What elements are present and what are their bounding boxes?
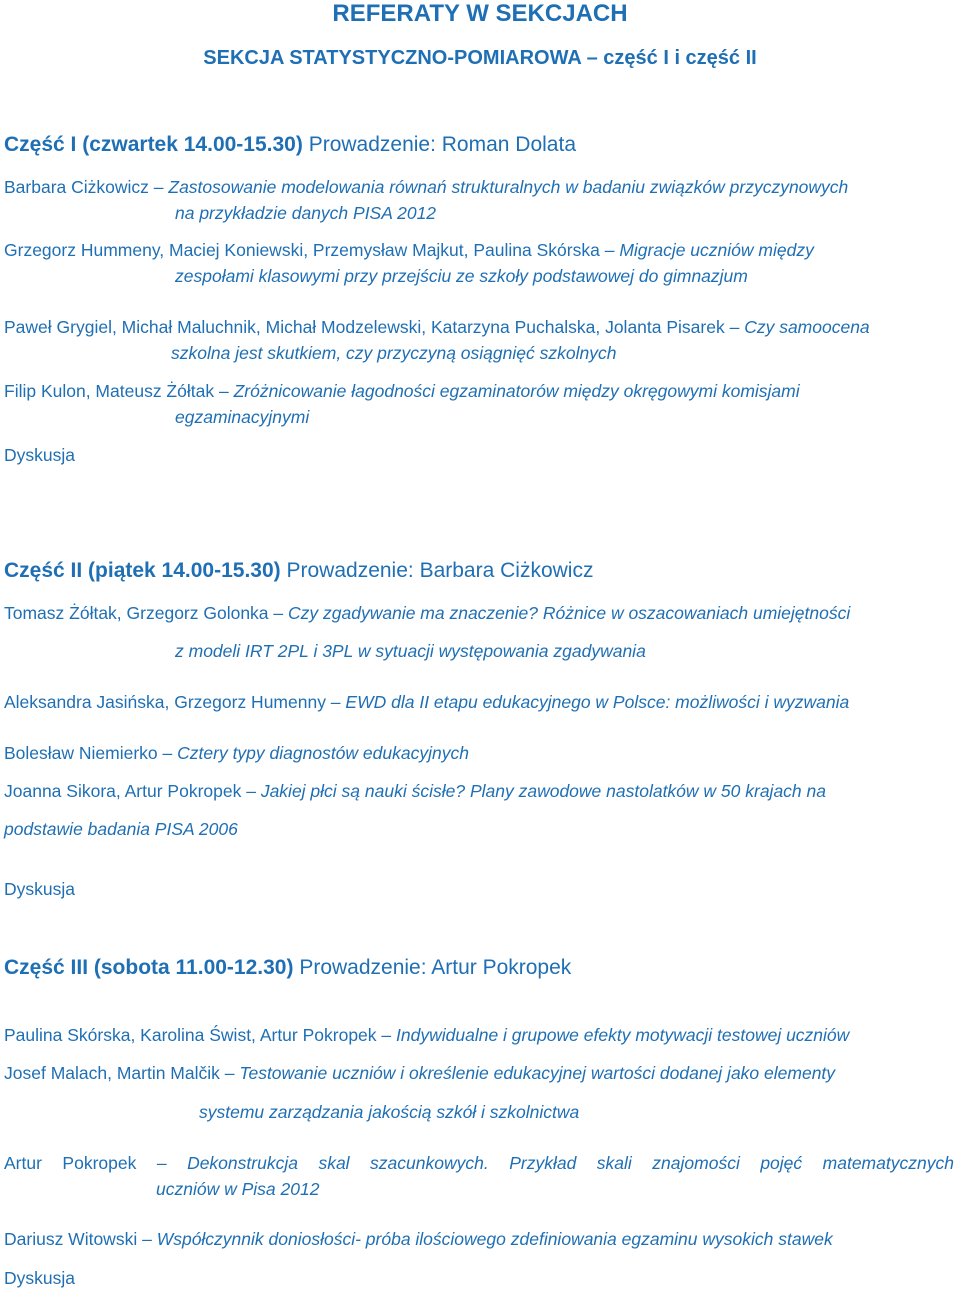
part-2-heading (4, 558, 593, 584)
talk-authors: Paweł Grygiel, Michał Maluchnik, Michał Modzelewski, Katarzyna Puchalska, Jolanta Pisarek – (4, 317, 740, 337)
talk-title-word: matematycznych (822, 1153, 954, 1173)
part-2-chair: Prowadzenie: Barbara Ciżkowicz (286, 559, 594, 582)
talk-title-continued: podstawie badania PISA 2006 (4, 819, 238, 839)
talk-2-4 (4, 780, 826, 802)
talk-title-continued: na przykładzie danych PISA 2012 (175, 203, 437, 223)
part-3-heading (4, 955, 571, 981)
talk-authors-word: – (156, 1153, 167, 1173)
part-1-heading (4, 132, 576, 158)
talk-title: EWD dla II etapu edukacyjnego w Polsce: możliwości i wyzwania (345, 692, 850, 712)
talk-1-2 (4, 239, 814, 261)
talk-title-continued: szkolna jest skutkiem, czy przyczyną osiągnięć szkolnych (171, 343, 617, 363)
part-3-chair: Prowadzenie: Artur Pokropek (299, 956, 572, 979)
talk-title-word: skal (318, 1153, 350, 1173)
talk-title-word: Dekonstrukcja (187, 1153, 298, 1173)
discussion-3: Dyskusja (4, 1268, 75, 1288)
talk-authors: Filip Kulon, Mateusz Żółtak – (4, 381, 229, 401)
talk-title: Cztery typy diagnostów edukacyjnych (177, 743, 469, 763)
talk-2-1 (4, 602, 850, 624)
talk-title: Zróżnicowanie łagodności egzaminatorów między okręgowymi komisjami (233, 381, 800, 401)
talk-authors: Barbara Ciżkowicz – (4, 177, 164, 197)
section-title: SEKCJA STATYSTYCZNO-POMIAROWA – część I i część II (203, 47, 757, 69)
talk-3-4 (4, 1228, 833, 1250)
talk-3-2 (4, 1062, 835, 1084)
talk-title: Jakiej płci są nauki ścisłe? Plany zawodowe nastolatków w 50 krajach na (260, 781, 826, 801)
talk-title: Indywidualne i grupowe efekty motywacji testowej uczniów (396, 1025, 850, 1045)
talk-title: Czy samoocena (744, 317, 870, 337)
talk-authors-word: Pokropek (62, 1153, 137, 1173)
page-title: REFERATY W SEKCJACH (332, 0, 628, 27)
part-3-label: Część III (sobota 11.00-12.30) (4, 956, 294, 979)
talk-authors: Bolesław Niemierko – (4, 743, 173, 763)
talk-authors: Josef Malach, Martin Malčik – (4, 1063, 235, 1083)
talk-1-3 (4, 316, 870, 338)
discussion-1: Dyskusja (4, 445, 75, 465)
talk-authors: Dariusz Witowski – (4, 1229, 152, 1249)
talk-3-3 (4, 1152, 954, 1174)
talk-authors: Tomasz Żółtak, Grzegorz Golonka – (4, 603, 284, 623)
talk-title-word: Przykład (509, 1153, 577, 1173)
talk-authors-word: Artur (4, 1153, 42, 1173)
talk-3-1 (4, 1024, 849, 1046)
talk-authors: Paulina Skórska, Karolina Świst, Artur Pokropek – (4, 1025, 392, 1045)
talk-title-continued: uczniów w Pisa 2012 (156, 1179, 320, 1199)
talk-title-continued: systemu zarządzania jakością szkół i szkolnictwa (199, 1102, 580, 1122)
talk-1-1 (4, 176, 848, 198)
talk-authors: Grzegorz Hummeny, Maciej Koniewski, Przemysław Majkut, Paulina Skórska – (4, 240, 615, 260)
talk-title: Czy zgadywanie ma znaczenie? Różnice w oszacowaniach umiejętności (288, 603, 851, 623)
talk-title-word: pojęć (760, 1153, 803, 1173)
talk-authors: Joanna Sikora, Artur Pokropek – (4, 781, 256, 801)
talk-title: Zastosowanie modelowania równań strukturalnych w badaniu związków przyczynowych (168, 177, 849, 197)
talk-title-word: szacunkowych. (370, 1153, 489, 1173)
talk-2-2 (4, 691, 849, 713)
talk-title-continued: egzaminacyjnymi (175, 407, 310, 427)
talk-title: Testowanie uczniów i określenie edukacyjnej wartości dodanej jako elementy (239, 1063, 836, 1083)
part-1-label: Część I (czwartek 14.00-15.30) (4, 133, 303, 156)
part-1-chair: Prowadzenie: Roman Dolata (308, 133, 576, 156)
talk-title-word: znajomości (652, 1153, 740, 1173)
talk-title-word: skali (596, 1153, 632, 1173)
talk-2-3 (4, 742, 469, 764)
talk-authors: Aleksandra Jasińska, Grzegorz Humenny – (4, 692, 341, 712)
part-2-label: Część II (piątek 14.00-15.30) (4, 559, 281, 582)
discussion-2: Dyskusja (4, 879, 75, 899)
talk-1-4 (4, 380, 800, 402)
talk-title: Współczynnik doniosłości- próba ilościowego zdefiniowania egzaminu wysokich stawek (156, 1229, 833, 1249)
talk-title-continued: zespołami klasowymi przy przejściu ze szkoły podstawowej do gimnazjum (175, 266, 748, 286)
talk-title: Migracje uczniów między (619, 240, 814, 260)
talk-title-continued: z modeli IRT 2PL i 3PL w sytuacji występowania zgadywania (175, 641, 646, 661)
